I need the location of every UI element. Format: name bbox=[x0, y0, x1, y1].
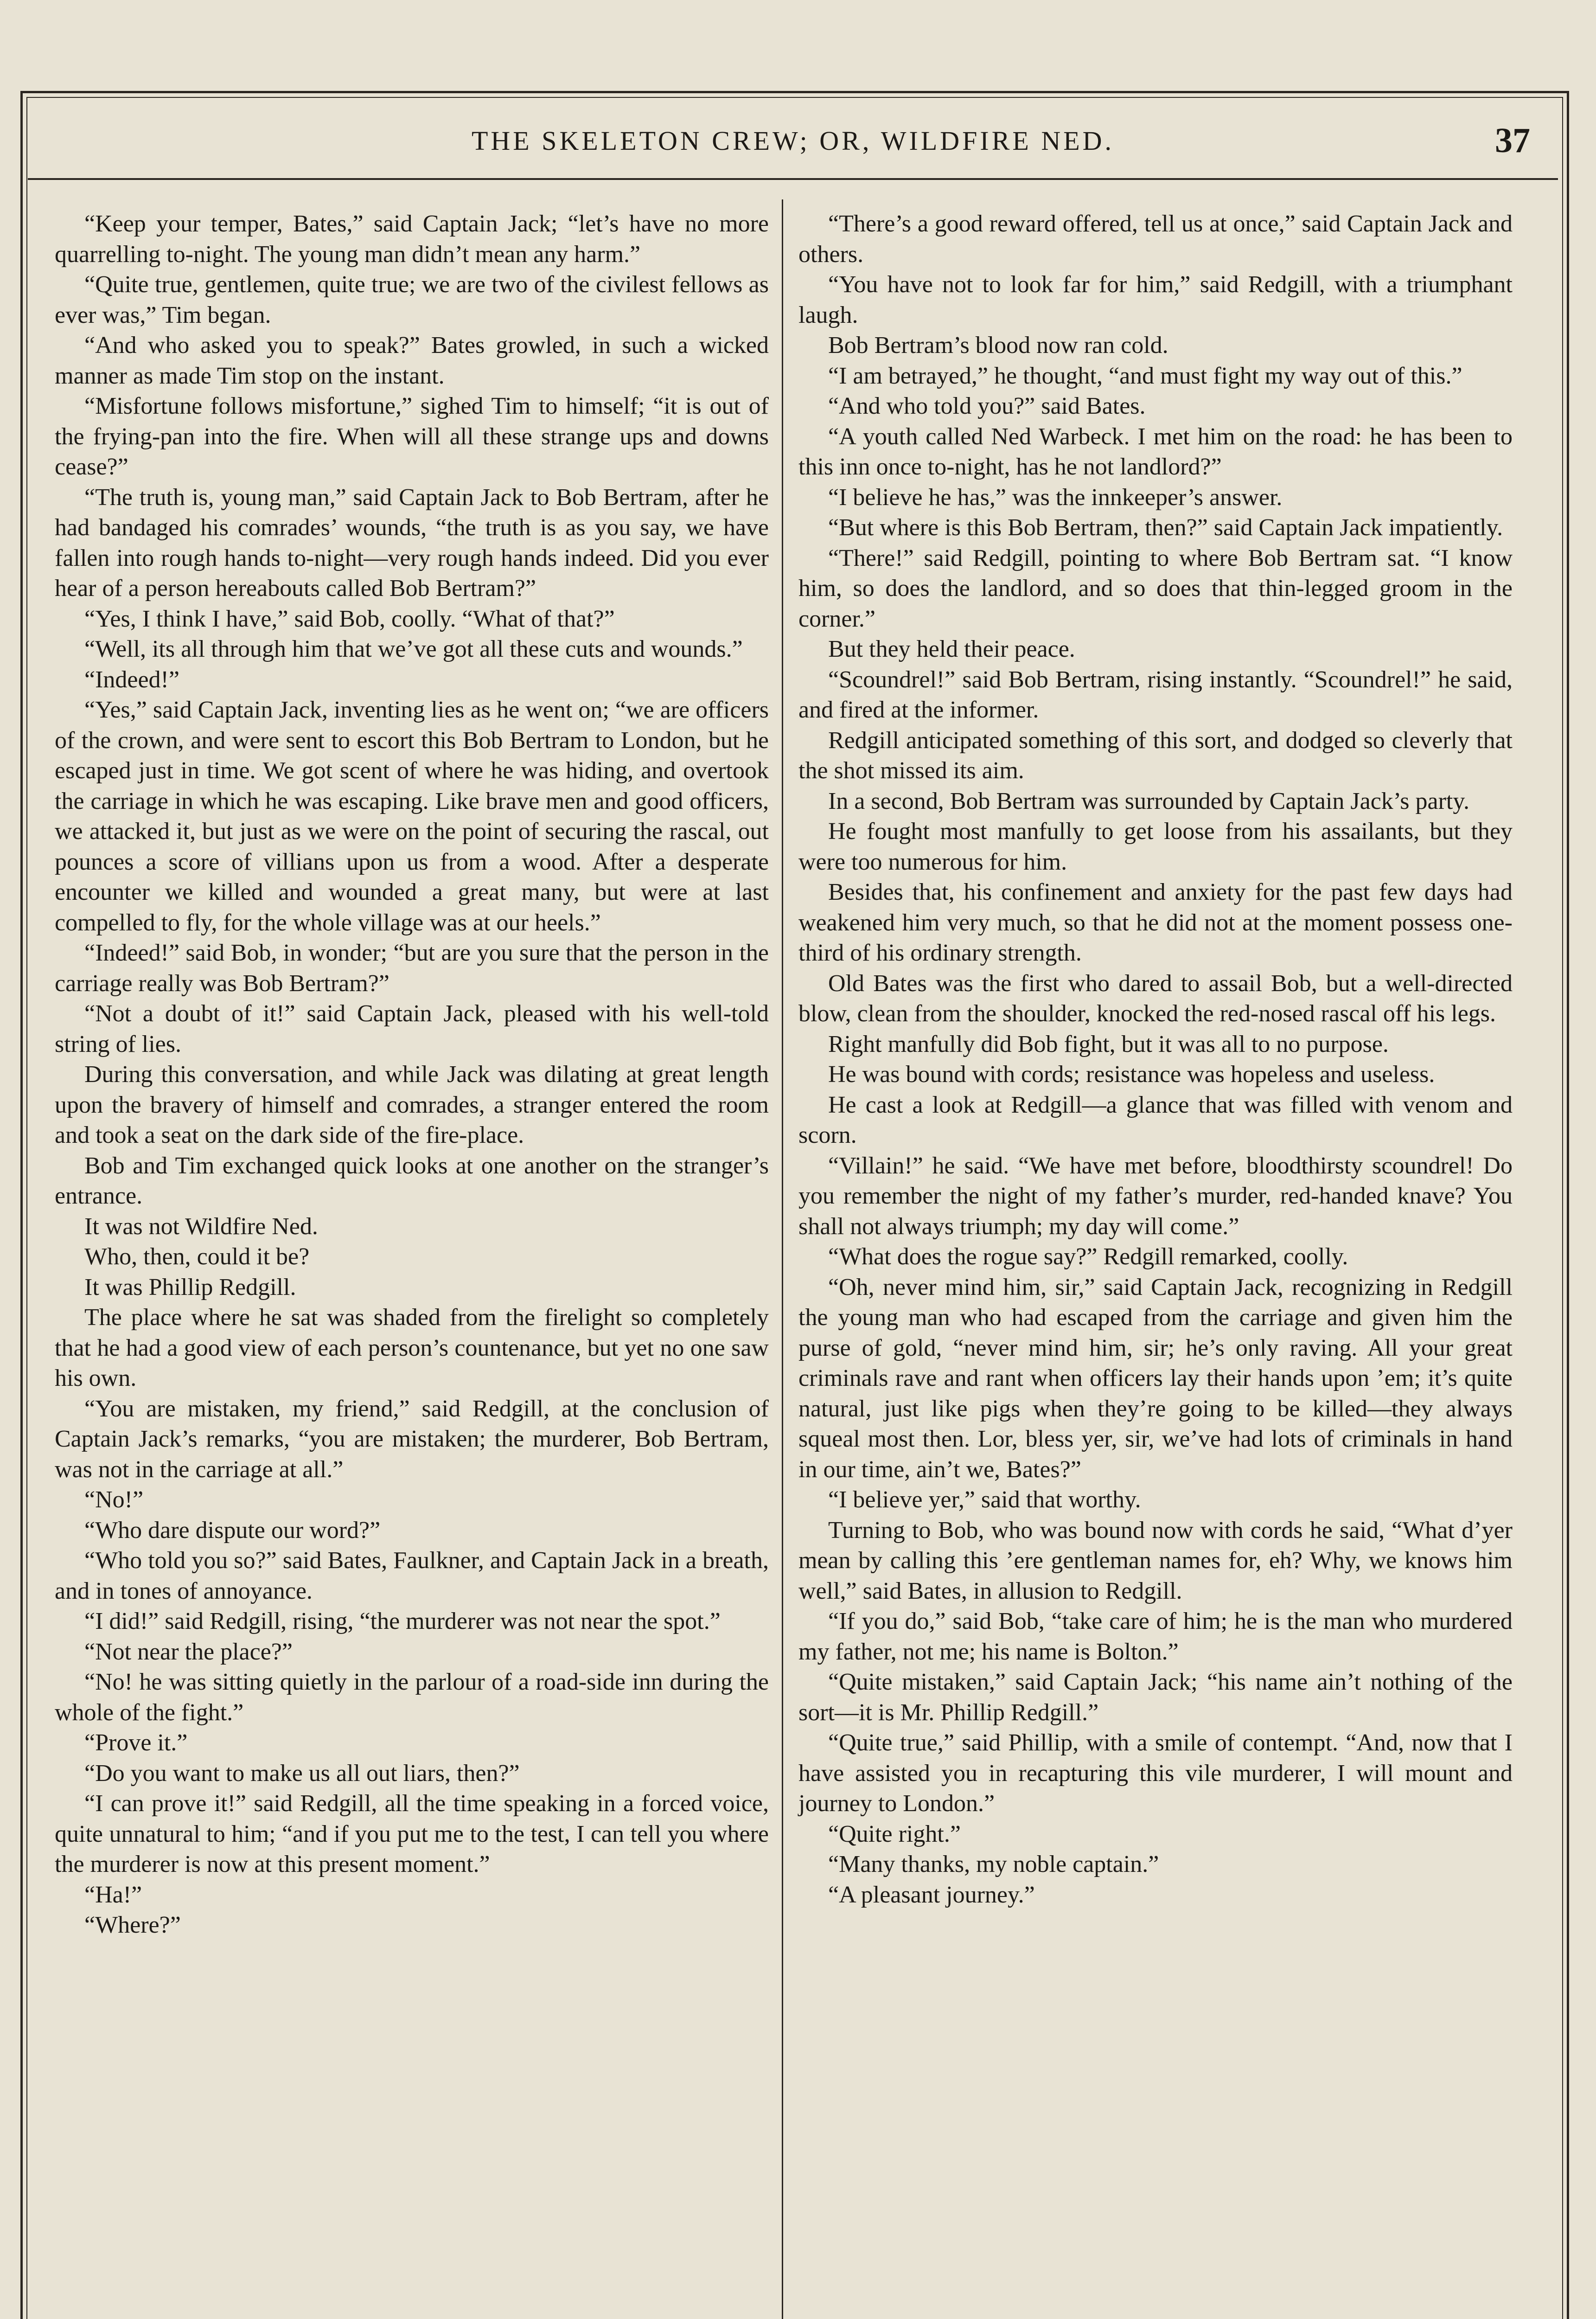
header-divider bbox=[28, 178, 1558, 180]
paragraph: He was bound with cords; resistance was hopeless and useless. bbox=[828, 1061, 1435, 1088]
paragraph: “Quite right.” bbox=[828, 1820, 961, 1847]
paragraph: “Who told you so?” said Bates, Faulkner, and Captain Jack in a breath, and in tones of annoyance. bbox=[55, 1547, 769, 1604]
running-title: THE SKELETON CREW; OR, WILDFIRE NED. bbox=[471, 126, 1115, 156]
paragraph: “Where?” bbox=[84, 1912, 181, 1938]
paragraph: Besides that, his confinement and anxiety for the past few days had weakened him very much, so that he did not at the moment possess one-third of his ordinary strength. bbox=[798, 879, 1513, 966]
paragraph: “Quite true,” said Phillip, with a smile of contempt. “And, now that I have assisted you in recapturing this vile murderer, I will mount and journey to London.” bbox=[798, 1730, 1513, 1817]
paragraph: In a second, Bob Bertram was surrounded by Captain Jack’s party. bbox=[828, 788, 1469, 814]
paragraph: Who, then, could it be? bbox=[84, 1243, 310, 1270]
paragraph: Turning to Bob, who was bound now with cords he said, “What d’yer mean by calling this ’ere gentleman names for, eh? Why, we knows him well,” said Bates, in allusion to Redgill. bbox=[798, 1517, 1513, 1604]
page-number: 37 bbox=[1495, 121, 1530, 160]
paragraph: “I can prove it!” said Redgill, all the time speaking in a forced voice, quite unnatural to him; “and if you put me to the test, I can tell you where the murderer is now at this present moment.” bbox=[55, 1790, 769, 1877]
paragraph: “Yes, I think I have,” said Bob, coolly. “What of that?” bbox=[84, 605, 615, 632]
paragraph: “But where is this Bob Bertram, then?” said Captain Jack impatiently. bbox=[828, 514, 1503, 541]
paragraph: “I believe yer,” said that worthy. bbox=[828, 1486, 1141, 1513]
paragraph: It was not Wildfire Ned. bbox=[84, 1213, 318, 1240]
paragraph: Bob and Tim exchanged quick looks at one another on the stranger’s entrance. bbox=[55, 1152, 769, 1209]
column-divider bbox=[782, 199, 783, 2319]
paragraph: Old Bates was the first who dared to assail Bob, but a well-directed blow, clean from the shoulder, knocked the red-nosed rascal off his legs. bbox=[798, 970, 1513, 1027]
paragraph: “Quite true, gentlemen, quite true; we are two of the civilest fellows as ever was,” Tim began. bbox=[55, 271, 769, 328]
paragraph: “Oh, never mind him, sir,” said Captain Jack, recognizing in Redgill the young man who had escaped from the carriage and given him the purse of gold, “never mind him, sir; he’s only raving. All your great criminals rave and rant when officers lay their hands upon ’em; it’s quite natural, just like pigs when they’re going to be killed—they always squeal most then. Lor, bless yer, sir, we’ve had lots of criminals in hand in our time, ain’t we, Bates?” bbox=[798, 1274, 1513, 1483]
paragraph: “If you do,” said Bob, “take care of him; he is the man who murdered my father, not me; his name is Bolton.” bbox=[798, 1608, 1513, 1665]
paragraph: “I am betrayed,” he thought, “and must fight my way out of this.” bbox=[828, 362, 1462, 389]
paragraph: “You are mistaken, my friend,” said Redgill, at the conclusion of Captain Jack’s remarks, “you are mistaken; the murderer, Bob Bertram, was not in the carriage at all.” bbox=[55, 1395, 769, 1483]
paragraph: “Yes,” said Captain Jack, inventing lies as he went on; “we are officers of the crown, and were sent to escort this Bob Bertram to London, but he escaped just in time. We got scent of where he was hiding, and overtook the carriage in which he was escaping. Like brave men and good officers, we attacked it, but just as we were on the point of securing the rascal, out pounces a score of villians upon us from a wood. After a desperate encounter we killed and wounded a great many, but were at last compelled to fly, for the whole village was at our heels.” bbox=[55, 697, 769, 936]
paragraph: “And who told you?” said Bates. bbox=[828, 393, 1146, 419]
paragraph: “Keep your temper, Bates,” said Captain Jack; “let’s have no more quarrelling to-night. The young man didn’t mean any harm.” bbox=[55, 211, 769, 268]
paragraph: Right manfully did Bob fight, but it was all to no purpose. bbox=[828, 1031, 1389, 1057]
paragraph: “Quite mistaken,” said Captain Jack; “his name ain’t nothing of the sort—it is Mr. Phillip Redgill.” bbox=[798, 1669, 1513, 1726]
right-column bbox=[798, 209, 1513, 1910]
paragraph: “No! he was sitting quietly in the parlour of a road-side inn during the whole of the fight.” bbox=[55, 1669, 769, 1726]
paragraph: Redgill anticipated something of this sort, and dodged so cleverly that the shot missed its aim. bbox=[798, 727, 1513, 784]
paragraph: “Misfortune follows misfortune,” sighed Tim to himself; “it is out of the frying-pan into the fire. When will all these strange ups and downs cease?” bbox=[55, 393, 769, 480]
paragraph: “Ha!” bbox=[84, 1881, 142, 1908]
paragraph: “I did!” said Redgill, rising, “the murderer was not near the spot.” bbox=[84, 1608, 721, 1634]
paragraph: “Prove it.” bbox=[84, 1730, 188, 1756]
paragraph: “A youth called Ned Warbeck. I met him on the road: he has been to this inn once to-night, has he not landlord?” bbox=[798, 423, 1513, 480]
running-header bbox=[56, 116, 1530, 172]
paragraph: He fought most manfully to get loose from his assailants, but they were too numerous for him. bbox=[798, 818, 1513, 875]
paragraph: It was Phillip Redgill. bbox=[84, 1274, 296, 1300]
paragraph: “No!” bbox=[84, 1486, 144, 1513]
paragraph: He cast a look at Redgill—a glance that was filled with venom and scorn. bbox=[798, 1091, 1513, 1148]
paragraph: “The truth is, young man,” said Captain Jack to Bob Bertram, after he had bandaged his comrades’ wounds, “the truth is as you say, we have fallen into rough hands to-night—very rough hands indeed. Did you ever hear of a person hereabouts called Bob Bertram?” bbox=[55, 484, 769, 602]
paragraph: “Do you want to make us all out liars, then?” bbox=[84, 1760, 520, 1787]
paragraph: “And who asked you to speak?” Bates growled, in such a wicked manner as made Tim stop on the instant. bbox=[55, 332, 769, 389]
paragraph: During this conversation, and while Jack was dilating at great length upon the bravery of himself and comrades, a stranger entered the room and took a seat on the dark side of the fire-place. bbox=[55, 1061, 769, 1148]
paragraph: “Not near the place?” bbox=[84, 1638, 293, 1665]
paragraph: Bob Bertram’s blood now ran cold. bbox=[828, 332, 1168, 359]
paragraph: “Scoundrel!” said Bob Bertram, rising instantly. “Scoundrel!” he said, and fired at the informer. bbox=[798, 666, 1513, 723]
paragraph: “There’s a good reward offered, tell us at once,” said Captain Jack and others. bbox=[798, 211, 1513, 268]
paragraph: The place where he sat was shaded from the firelight so completely that he had a good view of each person’s countenance, but yet no one saw his own. bbox=[55, 1304, 769, 1391]
left-column bbox=[55, 209, 769, 1941]
paragraph: “Many thanks, my noble captain.” bbox=[828, 1851, 1159, 1877]
paragraph: “You have not to look far for him,” said Redgill, with a triumphant laugh. bbox=[798, 271, 1513, 328]
paragraph: “Well, its all through him that we’ve got all these cuts and wounds.” bbox=[84, 636, 743, 662]
paragraph: “A pleasant journey.” bbox=[828, 1881, 1035, 1908]
paragraph: “Indeed!” said Bob, in wonder; “but are you sure that the person in the carriage really was Bob Bertram?” bbox=[55, 940, 769, 997]
paragraph: “What does the rogue say?” Redgill remarked, coolly. bbox=[828, 1243, 1348, 1270]
paragraph: “Villain!” he said. “We have met before, bloodthirsty scoundrel! Do you remember the night of my father’s murder, red-handed knave? You shall not always triumph; my day will come.” bbox=[798, 1152, 1513, 1240]
paragraph: “Who dare dispute our word?” bbox=[84, 1517, 381, 1544]
paragraph: “Indeed!” bbox=[84, 666, 179, 693]
paragraph: “Not a doubt of it!” said Captain Jack, pleased with his well-told string of lies. bbox=[55, 1000, 769, 1057]
paragraph: “I believe he has,” was the innkeeper’s answer. bbox=[828, 484, 1283, 511]
paragraph: But they held their peace. bbox=[828, 636, 1075, 662]
paragraph: “There!” said Redgill, pointing to where Bob Bertram sat. “I know him, so does the landlord, and so does that thin-legged groom in the corner.” bbox=[798, 545, 1513, 632]
